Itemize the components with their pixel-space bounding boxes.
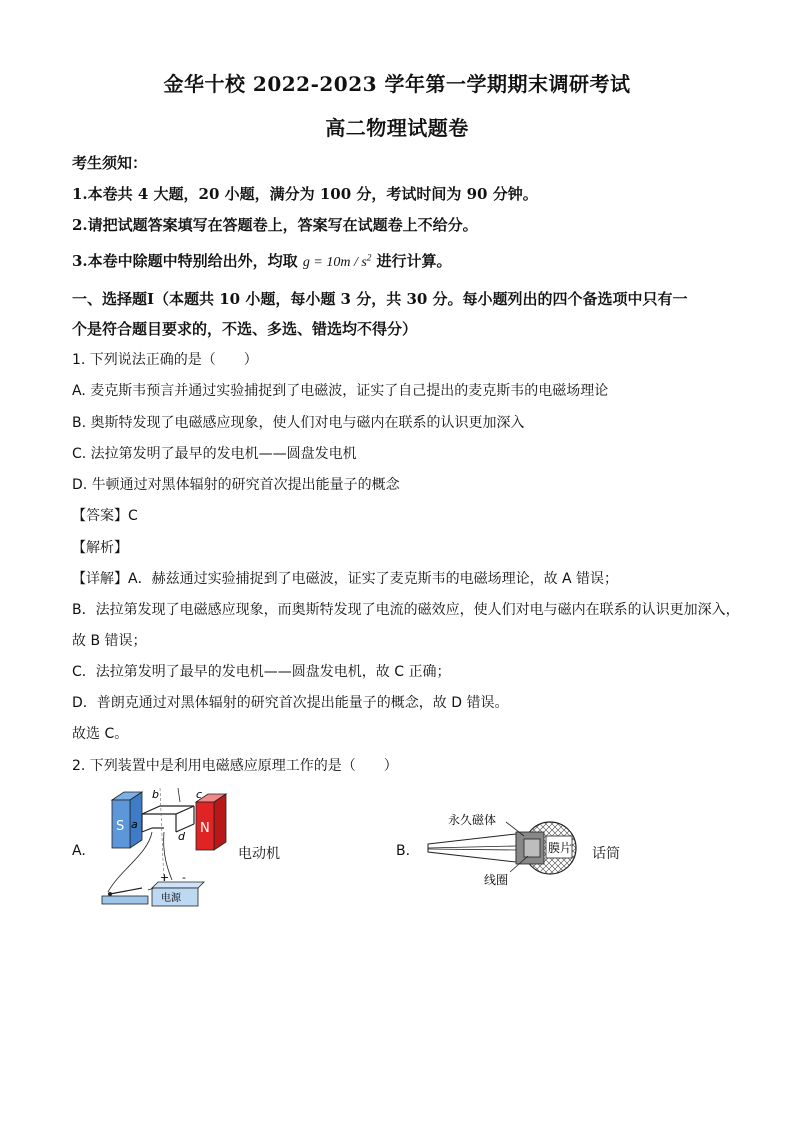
n-pole-label: N <box>200 821 210 836</box>
battery-minus: - <box>182 871 186 884</box>
q1-option-c: C. 法拉第发明了最早的发电机——圆盘发电机 <box>72 446 357 462</box>
s-pole-label: S <box>116 819 125 834</box>
coil-label-b: b <box>152 788 159 801</box>
notice-item-3 <box>72 250 452 271</box>
n-magnet-side <box>214 794 226 850</box>
microphone-figure <box>420 806 592 886</box>
q2-option-b-caption: 话筒 <box>592 846 620 862</box>
q1-detail-4: C．法拉第发明了最早的发电机——圆盘发电机，故 C 正确； <box>72 664 451 680</box>
coil-label-d: d <box>178 830 185 843</box>
motor-figure <box>90 784 240 914</box>
magnet-label: 永久磁体 <box>448 813 497 827</box>
q1-option-a: A. 麦克斯韦预言并通过实验捕捉到了电磁波，证实了自己提出的麦克斯韦的电磁场理论 <box>72 383 609 399</box>
switch-base <box>102 896 148 904</box>
q1-stem: 1. 下列说法正确的是（ ） <box>72 352 258 368</box>
coil-label-a: a <box>131 818 138 831</box>
q1-conclusion: 故选 C。 <box>72 726 129 742</box>
q2-option-a-caption: 电动机 <box>238 846 280 862</box>
q2-stem: 2. 下列装置中是利用电磁感应原理工作的是（ ） <box>72 758 398 774</box>
q1-detail-3: 故 B 错误； <box>72 633 147 649</box>
battery-plus: + <box>160 871 170 884</box>
battery-label: 电源 <box>161 893 181 904</box>
notice-item-1: 1.本卷共 4 大题，20 小题，满分为 100 分，考试时间为 90 分钟。 <box>72 185 538 203</box>
exam-title: 金华十校 2022-2023 学年第一学期期末调研考试 <box>163 72 631 96</box>
coil-label-c: c <box>196 788 203 801</box>
q1-option-b: B. 奥斯特发现了电磁感应现象，使人们对电与磁内在联系的认识更加深入 <box>72 415 525 431</box>
coil-top-edge <box>142 806 194 814</box>
q1-detail-5: D．普朗克通过对黑体辐射的研究首次提出能量子的概念，故 D 错误。 <box>72 695 509 711</box>
q2-option-a-letter: A. <box>72 843 86 859</box>
formula-exponent: 2 <box>366 252 372 263</box>
q1-answer: 【答案】C <box>72 508 138 524</box>
q1-detail-1: 【详解】A．赫兹通过实验捕捉到了电磁波，证实了麦克斯韦的电磁场理论，故 A 错误； <box>72 571 619 587</box>
section1-heading-line1: 一、选择题Ⅰ（本题共 10 小题，每小题 3 分，共 30 分。每小题列出的四个备选项中只有一 <box>72 290 688 308</box>
q1-detail-2: B．法拉第发现了电磁感应现象，而奥斯特发现了电流的磁效应，使人们对电与磁内在联系的认识更加深入， <box>72 602 740 618</box>
coil-label: 线圈 <box>484 873 509 886</box>
q1-analysis-heading: 【解析】 <box>72 540 128 556</box>
q1-option-d: D. 牛顿通过对黑体辐射的研究首次提出能量子的概念 <box>72 477 400 493</box>
diaphragm-label: 膜片 <box>548 841 573 855</box>
notice-heading: 考生须知： <box>72 154 148 172</box>
gravity-formula: $g = 10m / s^2$ <box>302 252 372 270</box>
mic-coil <box>524 839 540 857</box>
q2-option-b-letter: B. <box>396 843 411 859</box>
switch-lever <box>110 888 142 894</box>
notice-item-2: 2.请把试题答案填写在答题卷上，答案写在试题卷上不给分。 <box>72 216 478 234</box>
section1-heading-line2: 个是符合题目要求的，不选、多选、错选均不得分） <box>72 320 418 338</box>
exam-subtitle: 高二物理试题卷 <box>325 116 469 140</box>
notice-item-3-post: 进行计算。 <box>376 252 452 270</box>
notice-item-3-pre: 3.本卷中除题中特别给出外，均取 <box>72 252 298 270</box>
